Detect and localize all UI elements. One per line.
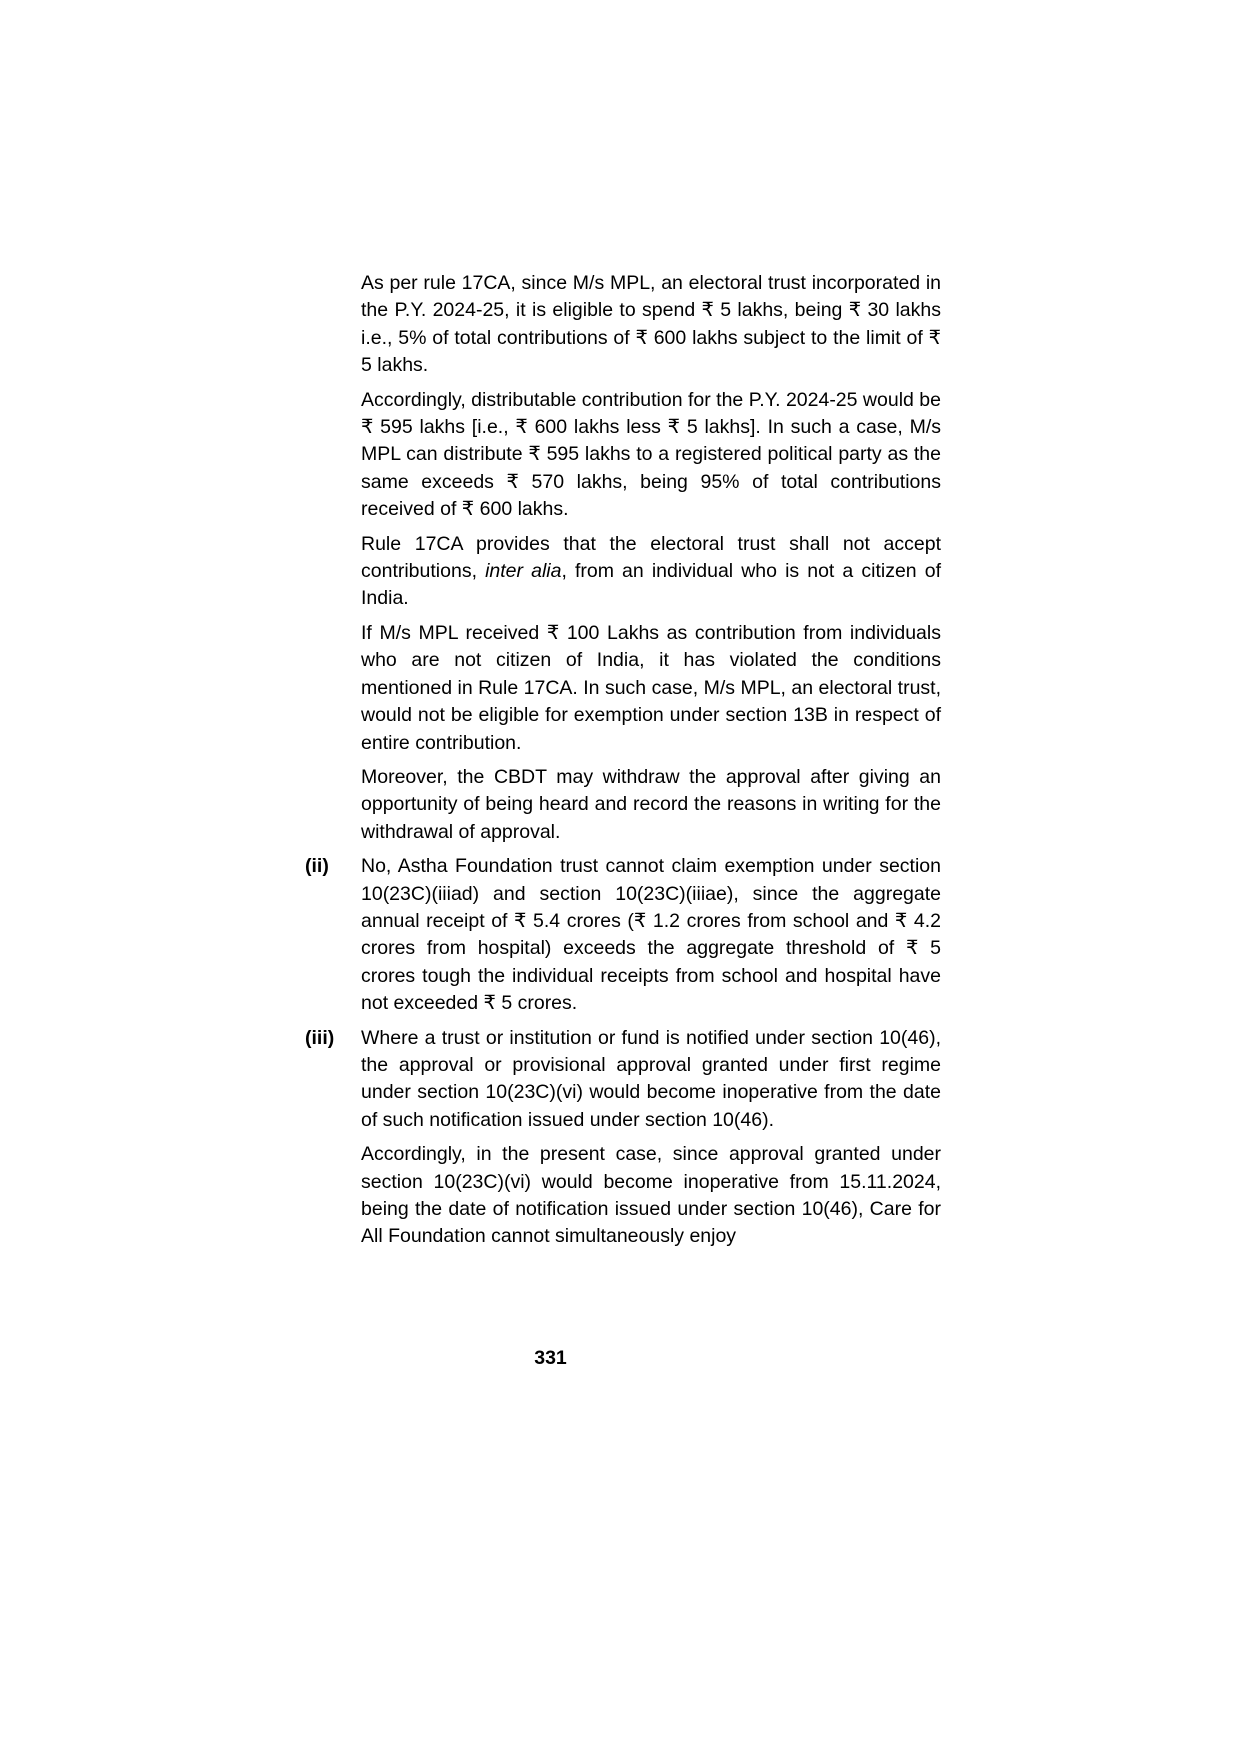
paragraph-text: Rule 17CA provides that the electoral trust shall not accept contributions, (361, 532, 941, 583)
list-item-iii (305, 1025, 941, 1135)
paragraph-block (361, 387, 941, 524)
item-marker: (iii) (305, 1026, 335, 1049)
paragraph-block (361, 764, 941, 846)
paragraph: If M/s MPL received ₹ 100 Lakhs as contribution from individuals who are not citizen of India, it has violated the conditions mentioned in Rule 17CA. In such case, M/s MPL, an electoral trust, would not be eligible for exemption under section 13B in respect of entire contribution. (361, 621, 941, 754)
paragraph: Moreover, the CBDT may withdraw the approval after giving an opportunity of being heard and record the reasons in writing for the withdrawal of approval. (361, 765, 941, 843)
answer-text-column (305, 270, 941, 1258)
list-item-ii (305, 853, 941, 1017)
paragraph-text: , from an individual who is not a citizen of India. (361, 560, 941, 610)
paragraph-block (361, 531, 941, 613)
paragraph: Where a trust or institution or fund is notified under section 10(46), the approval or provisional approval granted under first regime under section 10(23C)(vi) would become inoperative from the date of such notification issued under section 10(46). (361, 1026, 941, 1131)
item-marker: (ii) (305, 855, 329, 878)
paragraph: Accordingly, distributable contribution for the P.Y. 2024-25 would be ₹ 595 lakhs [i.e., ₹ 600 lakhs less ₹ 5 lakhs]. In such a case, M/s MPL can distribute ₹ 595 lakhs to a registered political party as the same exceeds ₹ 570 lakhs, being 95% of total contributions received of ₹ 600 lakhs. (361, 388, 941, 521)
paragraph: No, Astha Foundation trust cannot claim exemption under section 10(23C)(iiiad) and section 10(23C)(iiiae), since the aggregate annual receipt of ₹ 5.4 crores (₹ 1.2 crores from school and ₹ 4.2 crores from hospital) exceeds the aggregate threshold of ₹ 5 crores tough the individual receipts from school and hospital have not exceeded ₹ 5 crores. (361, 855, 941, 1015)
page-number: 331 (534, 1347, 567, 1369)
latin-phrase-italic: inter alia (485, 560, 562, 583)
paragraph-block (361, 1141, 941, 1251)
paragraph-block (361, 270, 941, 380)
paragraph: Accordingly, in the present case, since approval granted under section 10(23C)(vi) would become inoperative from 15.11.2024, being the date of notification issued under section 10(46), Care for All Foundation cannot simultaneously enjoy (361, 1143, 941, 1248)
paragraph (361, 531, 941, 613)
paragraph: As per rule 17CA, since M/s MPL, an electoral trust incorporated in the P.Y. 2024-25, it is eligible to spend ₹ 5 lakhs, being ₹ 30 lakhs i.e., 5% of total contributions of ₹ 600 lakhs subject to the limit of ₹ 5 lakhs. (361, 272, 941, 377)
paragraph-block (361, 620, 941, 757)
